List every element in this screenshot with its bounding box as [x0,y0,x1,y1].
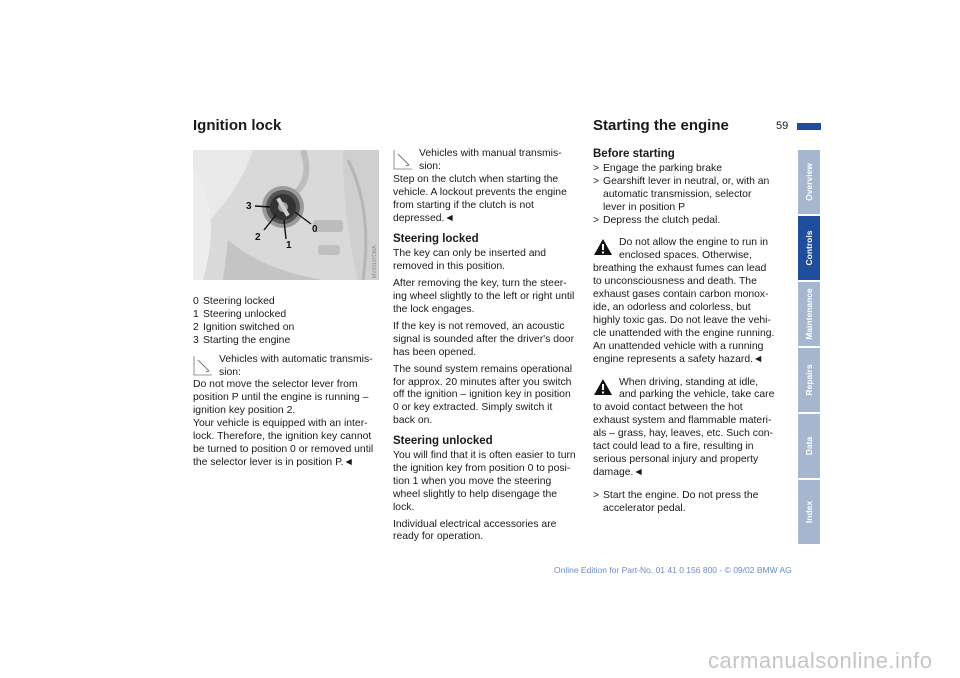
section-title-ignition-lock: Ignition lock [193,117,282,134]
paragraph: If the key is not removed, an acoustic signal is sounded after the driver's door has been opened. [393,320,575,358]
callout-0: 0 [312,224,318,235]
callout-1: 1 [286,240,292,251]
paragraph: After removing the key, turn the steer- ing wheel slightly to the left or right until the lock engages. [393,278,575,315]
warning-triangle-icon [593,378,613,401]
watermark: carmanualsonline.info [708,648,933,673]
warning-hot-exhaust: When driving, standing at idle, and parking the vehicle, take care to avoid contact between the hot exhaust system and flammable materi- als – grass, hay, leaves, etc. Such con- tact could lead to a fire, resulting in serious personal injury and property damage.◄ [593,376,775,478]
pencil-note-icon [393,149,413,176]
heading-before-starting: Before starting [593,148,675,160]
tab-data[interactable]: Data [798,414,820,478]
ignition-lock-figure [193,150,379,280]
heading-steering-unlocked: Steering unlocked [393,435,493,448]
callout-2: 2 [255,232,261,243]
manual-transmission-note: Vehicles with manual transmis- sion: Step on the clutch when starting the vehicle. A lockout prevents the engine from starting if the clutch is not depressed.◄ [393,148,567,224]
section-title-starting-engine: Starting the engine [593,117,729,134]
paragraph: Individual electrical accessories are ready for operation. [393,518,557,543]
tab-overview[interactable]: Overview [798,150,820,214]
left-column-text [193,296,383,470]
tab-index[interactable]: Index [798,480,820,544]
automatic-transmission-note: Vehicles with automatic transmis- sion: Do not move the selector lever from position P until the engine is running – ignition key position 2. Your vehicle is equipped with an inter- lock. Therefore, the ignition key cannot be turned to position 0 or removed until the selector lever is in position P.◄ [193,353,374,468]
list-item: 1 Steering unlocked [193,308,287,320]
tab-repairs[interactable]: Repairs [798,348,820,412]
heading-steering-locked: Steering locked [393,233,479,246]
list-item: > Start the engine. Do not press the accelerator pedal. [593,489,759,514]
chapter-tabs [798,150,820,544]
list-item: > Engage the parking brake [593,162,723,174]
warning-exhaust-enclosed: Do not allow the engine to run in enclosed spaces. Otherwise, breathing the exhaust fumes can lead to unconsciousness and death. The exhaust gases contain carbon monox- ide, an odorless and colorless, but highly toxic gas. Do not leave the vehi- cle unattended with the engine running. An unattended vehicle with a running engine represents a safety hazard.◄ [593,237,775,365]
paragraph: You will find that it is often easier to turn the ignition key from position 0 to posi- tion 1 when you move the steering wheel slightly to help disengage the lock. [393,450,576,513]
warning-triangle-icon [593,238,613,261]
right-column-text [593,148,788,516]
middle-column-text [393,148,585,548]
list-item: > Gearshift lever in neutral, or, with an automatic transmission, selector lever in position P [593,175,770,213]
page-marker-bar [797,123,821,130]
list-item: > Depress the clutch pedal. [593,214,721,226]
paragraph: The sound system remains operational for approx. 20 minutes after you switch off the ignition – ignition key in position 0 or key extracted. Simply switch it back on. [393,363,573,427]
edition-footer: Online Edition for Part-No. 01 41 0 156 800 - © 09/02 BMW AG [554,565,792,575]
list-item: 0 Steering locked [193,296,275,307]
pencil-note-icon [193,355,213,382]
paragraph: The key can only be inserted and removed in this position. [393,248,547,273]
ignition-lock-illustration [193,150,379,280]
page-number: 59 [776,120,789,132]
tab-controls[interactable]: Controls [798,216,820,280]
tab-maintenance[interactable]: Maintenance [798,282,820,346]
figure-code: MV00107CMA [372,245,378,278]
list-item: 2 Ignition switched on [193,321,295,333]
callout-3: 3 [246,201,252,212]
list-item: 3 Starting the engine [193,334,291,346]
